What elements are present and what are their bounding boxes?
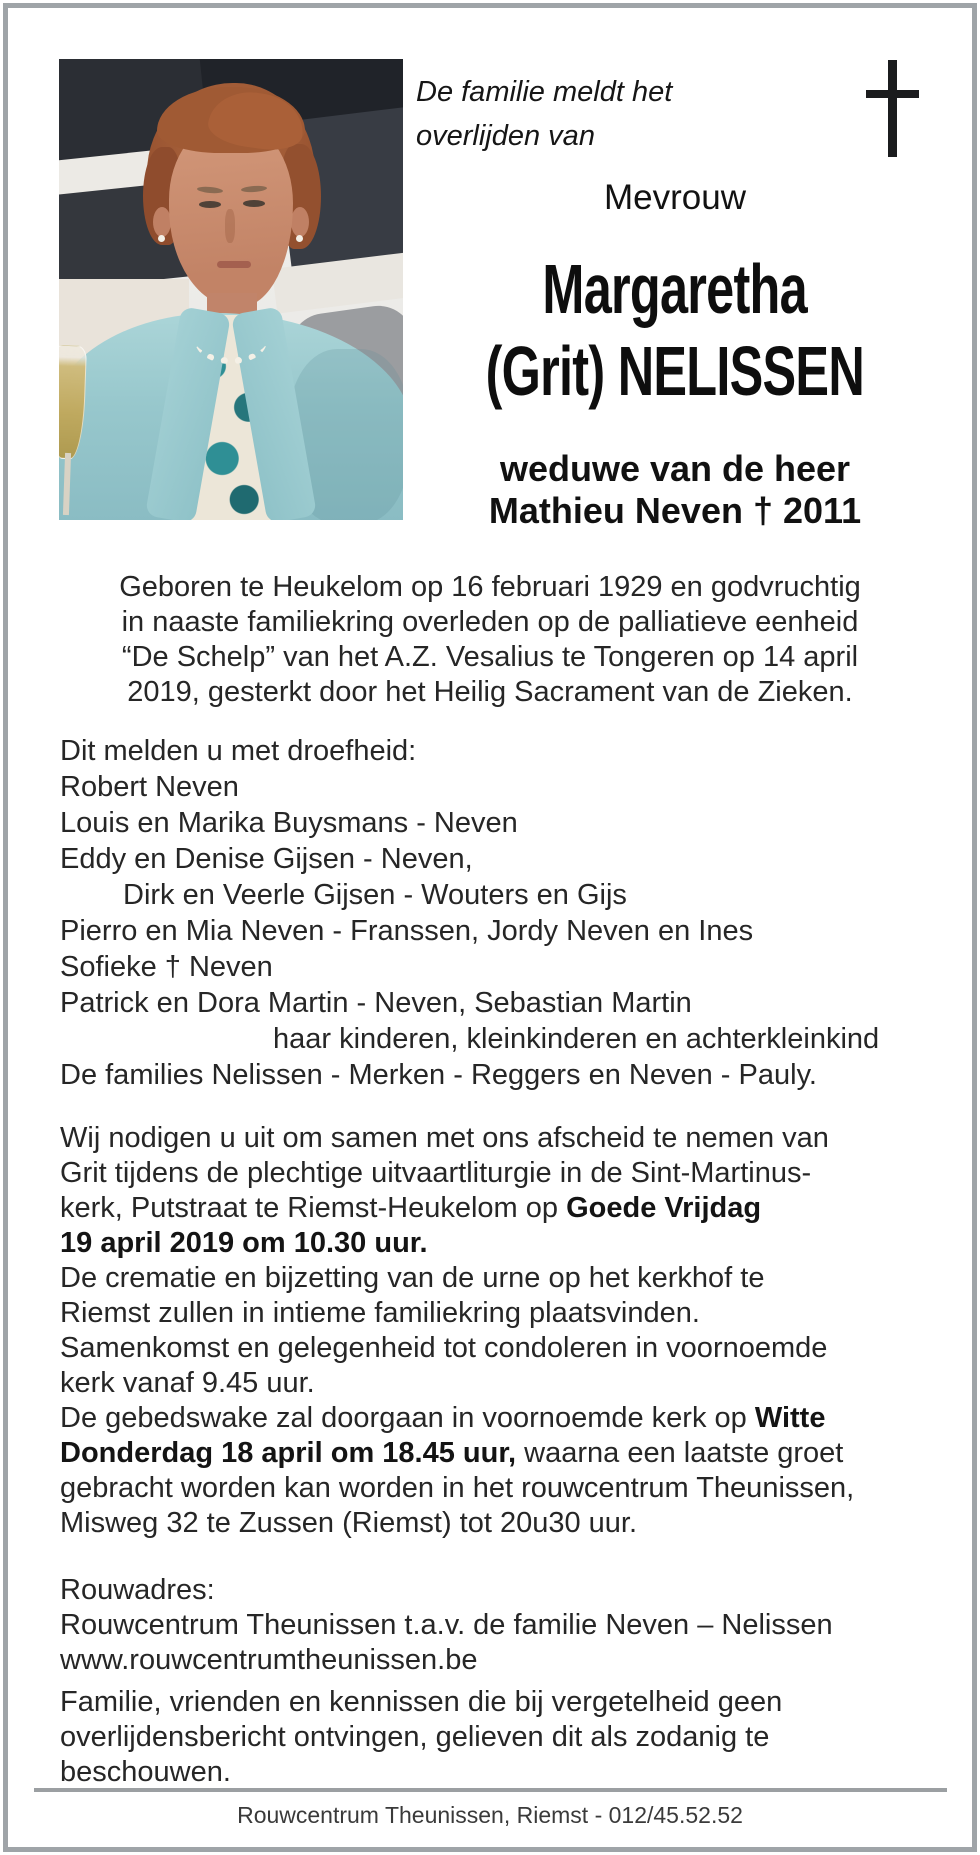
portrait-photo: [59, 59, 403, 520]
ceremony-line: gebracht worden kan worden in het rouwcentrum Theunissen,: [60, 1472, 855, 1504]
announcement-text: [416, 70, 836, 158]
family-line: Dirk en Veerle Gijsen - Wouters en Gijs: [123, 879, 627, 911]
ceremony-line: Wij nodigen u uit om samen met ons afscheid te nemen van: [60, 1122, 829, 1154]
ceremony-line: Riemst zullen in intieme familiekring plaatsvinden.: [60, 1297, 700, 1329]
ceremony-line: Donderdag 18 april om 18.45 uur, waarna een laatste groet: [60, 1437, 844, 1469]
widow-of-text: [408, 448, 942, 532]
ceremony-line: kerk vanaf 9.45 uur.: [60, 1367, 315, 1399]
ceremony-details: [60, 1121, 950, 1541]
photo-nose: [225, 209, 235, 243]
photo-ear: [291, 207, 309, 237]
footer-contact: Rouwcentrum Theunissen, Riemst - 012/45.52.52: [237, 1802, 743, 1828]
family-list: [60, 733, 940, 1093]
photo-earring: [296, 235, 303, 242]
family-line: Sofieke † Neven: [60, 951, 273, 983]
mourning-address-line: Rouwcentrum Theunissen t.a.v. de familie Neven – Nelissen: [60, 1609, 833, 1641]
family-line: Dit melden u met droefheid:: [60, 735, 417, 767]
ceremony-line: Grit tijdens de plechtige uitvaartliturgie in de Sint-Martinus-: [60, 1157, 812, 1189]
deceased-last-name: (Grit) NELISSEN: [485, 332, 865, 410]
mourning-address-line: Rouwadres:: [60, 1574, 215, 1606]
ceremony-line: Misweg 32 te Zussen (Riemst) tot 20u30 uur.: [60, 1507, 638, 1539]
ceremony-line: kerk, Putstraat te Riemst-Heukelom op Goede Vrijdag: [60, 1192, 762, 1224]
photo-eye: [199, 201, 221, 208]
cross-icon: [866, 60, 919, 157]
widow-line: weduwe van de heer: [499, 448, 851, 489]
intro-line: “De Schelp” van het A.Z. Vesalius te Tongeren op 14 april: [121, 641, 859, 673]
ceremony-line: 19 april 2019 om 10.30 uur.: [60, 1227, 428, 1259]
intro-line: in naaste familiekring overleden op de palliatieve eenheid: [121, 606, 859, 638]
pearl-necklace: [195, 317, 267, 364]
family-line: haar kinderen, kleinkinderen en achterkleinkind: [273, 1023, 880, 1055]
announcement-line: overlijden van: [416, 120, 595, 152]
closing-line: Familie, vrienden en kennissen die bij vergetelheid geen: [60, 1686, 783, 1718]
ceremony-line: De crematie en bijzetting van de urne op het kerkhof te: [60, 1262, 765, 1294]
family-line: Robert Neven: [60, 771, 239, 803]
family-line: Louis en Marika Buysmans - Neven: [60, 807, 518, 839]
announcement-line: De familie meldt het: [416, 76, 673, 108]
family-line: De families Nelissen - Merken - Reggers en Neven - Pauly.: [60, 1059, 817, 1091]
photo-earring: [158, 235, 165, 242]
family-line: Pierro en Mia Neven - Franssen, Jordy Neven en Ines: [60, 915, 754, 947]
deceased-name: [408, 248, 942, 412]
photo-mouth: [217, 261, 251, 268]
footer-divider: [34, 1788, 947, 1792]
ceremony-line: Samenkomst en gelegenheid tot condoleren in voornoemde: [60, 1332, 828, 1364]
widow-line: Mathieu Neven † 2011: [488, 490, 862, 531]
mourning-address-line: www.rouwcentrumtheunissen.be: [60, 1644, 478, 1676]
intro-line: Geboren te Heukelom op 16 februari 1929 en godvruchtig: [119, 571, 861, 603]
ceremony-line: De gebedswake zal doorgaan in voornoemde kerk op Witte: [60, 1402, 826, 1434]
closing-note: [60, 1685, 950, 1790]
closing-line: beschouwen.: [60, 1756, 231, 1788]
deceased-first-name: Margaretha: [542, 250, 808, 328]
family-line: Patrick en Dora Martin - Neven, Sebastian Martin: [60, 987, 692, 1019]
family-line: Eddy en Denise Gijsen - Neven,: [60, 843, 473, 875]
intro-paragraph: [40, 570, 940, 710]
mourning-address: [60, 1573, 950, 1678]
photo-eye: [243, 200, 265, 207]
salutation: Mevrouw: [604, 178, 746, 217]
intro-line: 2019, gesterkt door het Heilig Sacrament van de Zieken.: [127, 676, 853, 708]
closing-line: overlijdensbericht ontvingen, gelieven dit als zodanig te: [60, 1721, 770, 1753]
